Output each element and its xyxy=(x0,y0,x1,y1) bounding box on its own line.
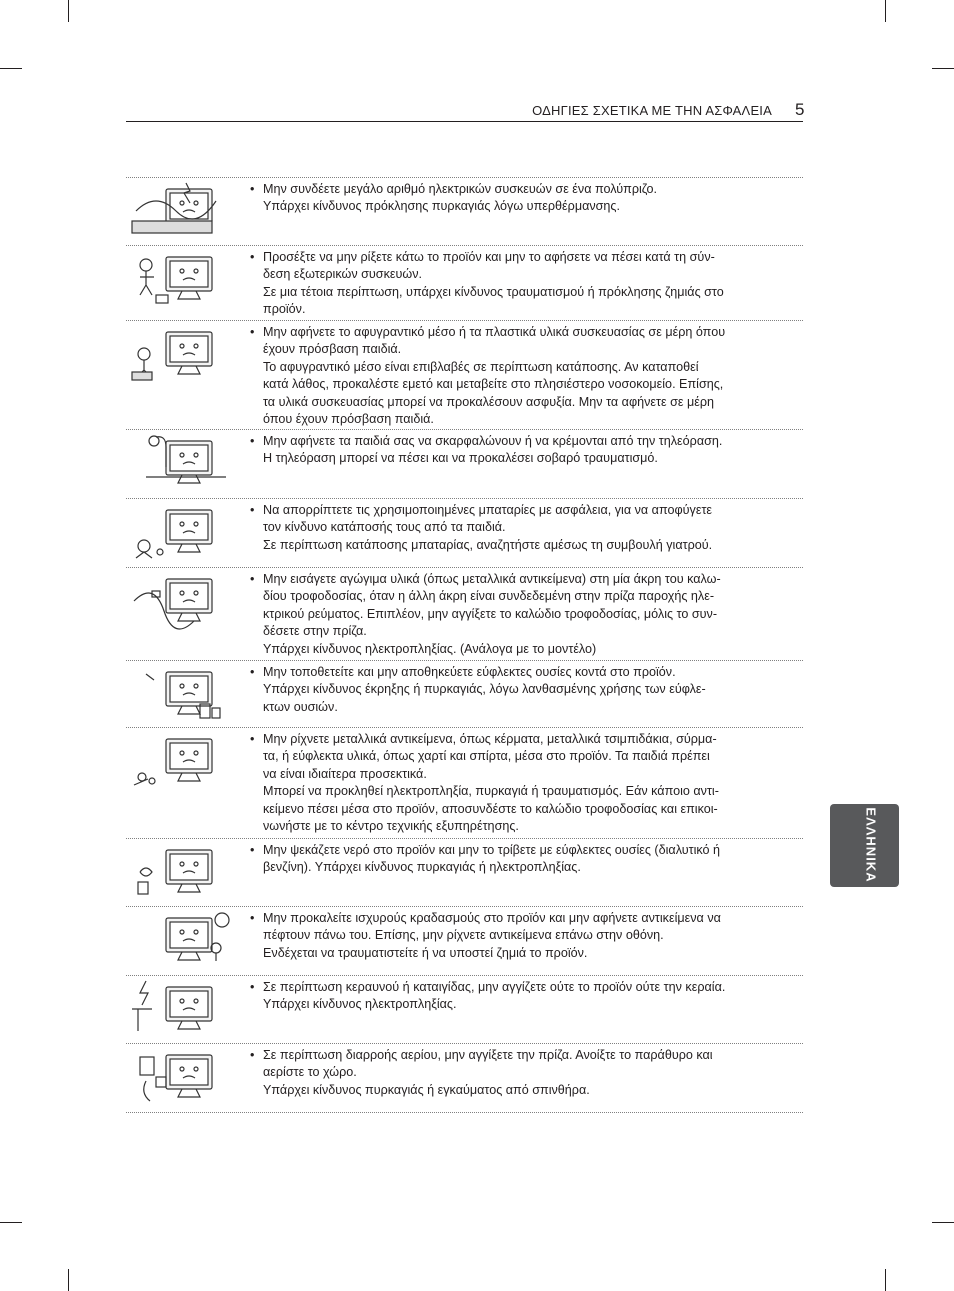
warning-row xyxy=(126,906,803,975)
language-tab-label: ΕΛΛΗΝΙΚΑ xyxy=(863,807,879,883)
warning-row xyxy=(126,429,803,498)
warning-text xyxy=(263,976,787,1014)
warning-text-line: κατά λάθος, προκαλέστε εμετό και μεταβείτε στο πλησιέστερο νοσοκομείο. Επίσης, xyxy=(263,377,724,392)
header-rule xyxy=(126,121,803,122)
warning-text-line: Το αφυγραντικό μέσο είναι επιβλαβές σε περίπτωση κατάποσης. Αν καταποθεί xyxy=(263,359,699,374)
warning-text-line: βενζίνη). Υπάρχει κίνδυνος πυρκαγιάς ή ηλεκτροπληξίας. xyxy=(263,860,581,875)
language-tab xyxy=(830,804,899,887)
warning-text-line: δίου τροφοδοσίας, όταν η άλλη άκρη είναι συνδεδεμένη στην πρίζα παροχής ηλε- xyxy=(263,589,715,604)
bullet: • xyxy=(250,732,255,746)
warning-row xyxy=(126,567,803,660)
warning-text-line: τα, ή εύφλεκτα υλικά, όπως χαρτί και σπίρτα, μέσα στο προϊόν. Τα παιδιά πρέπει xyxy=(263,749,710,764)
bullet: • xyxy=(250,572,255,586)
warning-row xyxy=(126,320,803,429)
page-number: 5 xyxy=(795,100,805,119)
warning-text-line: τον κίνδυνο κατάποσής τους από τα παιδιά. xyxy=(263,520,506,535)
crop-mark xyxy=(0,1222,22,1223)
bullet: • xyxy=(250,911,255,925)
warning-text xyxy=(263,907,787,962)
bullet: • xyxy=(250,434,255,448)
bullet: • xyxy=(250,182,255,196)
battery-swallow-icon xyxy=(126,502,238,562)
warning-text-line: Μην ψεκάζετε νερό στο προϊόν και μην το τρίβετε με εύφλεκτες ουσίες (διαλυτικό ή xyxy=(263,843,721,857)
warning-text-line: Σε περίπτωση κατάποσης μπαταρίας, αναζητήστε αμέσως τη συμβουλή γιατρού. xyxy=(263,537,713,552)
gas-leak-icon xyxy=(126,1047,238,1107)
warning-text-line: να είναι ιδιαίτερα προσεκτικά. xyxy=(263,766,427,781)
crop-mark xyxy=(0,68,22,69)
warning-row xyxy=(126,727,803,838)
crop-mark xyxy=(932,1222,954,1223)
warning-text-line: κτρικού ρεύματος. Επιπλέον, μην αγγίξετε το καλώδιο τροφοδοσίας, μόλις το συν- xyxy=(263,606,718,621)
warning-text xyxy=(263,178,787,216)
warning-row xyxy=(126,1043,803,1113)
warning-text-line: Σε περίπτωση κεραυνού ή καταιγίδας, μην αγγίζετε ούτε το προϊόν ούτε την κεραία. xyxy=(263,980,726,994)
flammable-substances-icon xyxy=(126,664,238,724)
warning-text xyxy=(263,1044,787,1099)
warning-text xyxy=(263,728,787,835)
bullet: • xyxy=(250,250,255,264)
power-cord-metal-icon xyxy=(126,571,238,631)
overloaded-power-strip-icon xyxy=(126,181,238,241)
warning-text-line: πέφτουν πάνω του. Επίσης, μην ρίχνετε αντικείμενα επάνω στην οθόνη. xyxy=(263,928,664,943)
warning-row xyxy=(126,838,803,906)
warning-row xyxy=(126,245,803,320)
warning-text-line: Προσέξτε να μην ρίξετε κάτω το προϊόν και μην το αφήσετε να πέσει κατά τη σύν- xyxy=(263,250,715,264)
warning-text-line: νωνήστε με το κέντρο τεχνικής εξυπηρέτησης. xyxy=(263,819,519,834)
bullet: • xyxy=(250,665,255,679)
impact-ball-icon xyxy=(126,910,238,970)
warning-text-line: Μην αφήνετε τα παιδιά σας να σκαρφαλώνουν ή να κρέμονται από την τηλεόραση. xyxy=(263,434,723,448)
warning-text-line: τα υλικά συσκευασίας μπορεί να προκαλέσουν ασφυξία. Μην τα αφήνετε σε μέρη xyxy=(263,394,715,409)
warning-text-line: κείμενο πέσει μέσα στο προϊόν, αποσυνδέστε το καλώδιο τροφοδοσίας και επικοι- xyxy=(263,801,718,816)
warning-text xyxy=(263,499,787,554)
warning-text xyxy=(263,661,787,716)
warning-text-line: Σε περίπτωση διαρροής αερίου, μην αγγίξετε την πρίζα. Ανοίξτε το παράθυρο και xyxy=(263,1048,713,1062)
bullet: • xyxy=(250,1048,255,1062)
warning-text-line: Υπάρχει κίνδυνος πυρκαγιάς ή εγκαύματος από σπινθήρα. xyxy=(263,1082,590,1097)
safety-warnings-list xyxy=(126,177,803,1113)
warning-text-line: Μην τοποθετείτε και μην αποθηκεύετε εύφλεκτες ουσίες κοντά στο προϊόν. xyxy=(263,665,676,679)
warning-text-line: δέσετε στην πρίζα. xyxy=(263,624,367,639)
warning-text-line: Ενδέχεται να τραυματιστείτε ή να υποστεί ζημιά το προϊόν. xyxy=(263,945,588,960)
child-desiccant-icon xyxy=(126,324,238,384)
crop-mark xyxy=(68,0,69,22)
bullet: • xyxy=(250,843,255,857)
warning-text xyxy=(263,568,787,658)
warning-text-line: Μην ρίχνετε μεταλλικά αντικείμενα, όπως κέρματα, μεταλλικά τσιμπιδάκια, σύρμα- xyxy=(263,732,717,746)
warning-row xyxy=(126,660,803,727)
crop-mark xyxy=(885,1269,886,1291)
warning-text-line: Σε μια τέτοια περίπτωση, υπάρχει κίνδυνος τραυματισμού ή πρόκλησης ζημιάς στο xyxy=(263,284,724,299)
warning-row xyxy=(126,498,803,567)
crop-mark xyxy=(885,0,886,22)
water-spray-icon xyxy=(126,842,238,902)
warning-text-line: Μπορεί να προκληθεί ηλεκτροπληξία, πυρκαγιά ή τραυματισμός. Εάν κάποιο αντι- xyxy=(263,784,719,799)
warning-text xyxy=(263,321,787,428)
warning-text-line: αερίστε το χώρο. xyxy=(263,1065,357,1080)
page-header-title: ΟΔΗΓΙΕΣ ΣΧΕΤΙΚΑ ΜΕ ΤΗΝ ΑΣΦΑΛΕΙΑ xyxy=(532,103,772,118)
lightning-storm-icon xyxy=(126,979,238,1039)
warning-text xyxy=(263,246,787,319)
warning-text-line: κτων ουσιών. xyxy=(263,699,338,714)
warning-text-line: Να απορρίπτετε τις χρησιμοποιημένες μπαταρίες με ασφάλεια, για να αποφύγετε xyxy=(263,503,713,517)
falling-tv-icon xyxy=(126,249,238,309)
warning-text xyxy=(263,839,787,877)
warning-text-line: Μην προκαλείτε ισχυρούς κραδασμούς στο προϊόν και μην αφήνετε αντικείμενα να xyxy=(263,911,721,925)
warning-text-line: προϊόν. xyxy=(263,302,306,317)
crop-mark xyxy=(932,68,954,69)
warning-text-line: Υπάρχει κίνδυνος πρόκλησης πυρκαγιάς λόγω υπερθέρμανσης. xyxy=(263,199,620,214)
warning-row xyxy=(126,975,803,1043)
warning-text-line: δεση εξωτερικών συσκευών. xyxy=(263,267,422,282)
warning-text-line: Υπάρχει κίνδυνος ηλεκτροπληξίας. xyxy=(263,997,457,1012)
bullet: • xyxy=(250,503,255,517)
warning-text-line: Μην εισάγετε αγώγιμα υλικά (όπως μεταλλικά αντικείμενα) στη μία άκρη του καλω- xyxy=(263,572,721,586)
warning-text-line: έχουν πρόσβαση παιδιά. xyxy=(263,342,402,357)
metal-objects-icon xyxy=(126,731,238,791)
warning-text xyxy=(263,430,787,468)
child-climbing-tv-icon xyxy=(126,433,238,493)
warning-text-line: όπου έχουν πρόσβαση παιδιά. xyxy=(263,412,434,427)
warning-row xyxy=(126,177,803,245)
warning-text-line: Μην αφήνετε το αφυγραντικό μέσο ή τα πλαστικά υλικά συσκευασίας σε μέρη όπου xyxy=(263,325,726,339)
bullet: • xyxy=(250,980,255,994)
warning-text-line: Υπάρχει κίνδυνος έκρηξης ή πυρκαγιάς, λόγω λανθασμένης χρήσης των εύφλε- xyxy=(263,682,706,697)
bullet: • xyxy=(250,325,255,339)
warning-text-line: Μην συνδέετε μεγάλο αριθμό ηλεκτρικών συσκευών σε ένα πολύπριζο. xyxy=(263,182,658,196)
warning-text-line: Η τηλεόραση μπορεί να πέσει και να προκαλέσει σοβαρό τραυματισμό. xyxy=(263,451,658,466)
crop-mark xyxy=(68,1269,69,1291)
warning-text-line: Υπάρχει κίνδυνος ηλεκτροπληξίας. (Ανάλογα με το μοντέλο) xyxy=(263,641,597,656)
